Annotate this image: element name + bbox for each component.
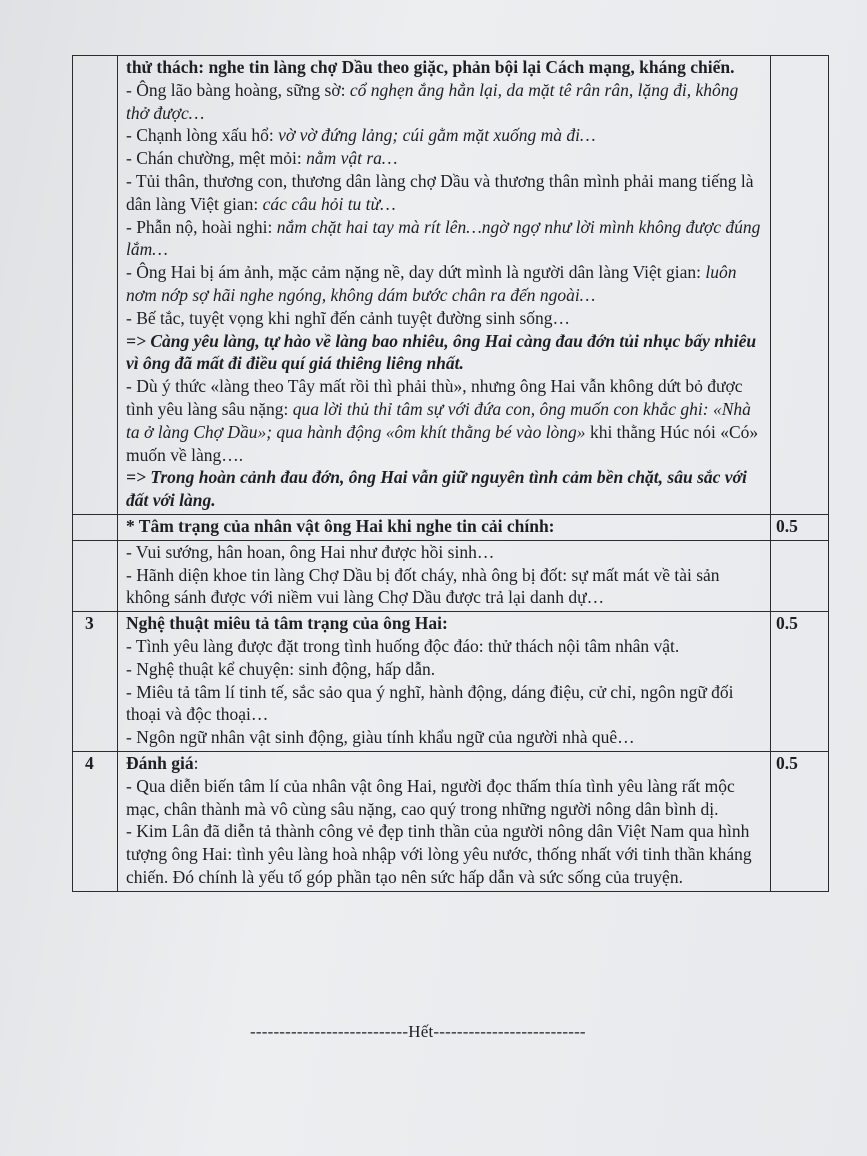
quote-text: vờ vờ đứng lảng; cúi gằm mặt xuống mà đi… — [278, 125, 596, 146]
quote-text: các câu hỏi tu từ… — [262, 193, 396, 214]
table-row — [73, 751, 829, 891]
score-value: 0.5 — [771, 751, 829, 891]
content-text: - Phẫn nộ, hoài nghi: — [126, 216, 277, 237]
heading-text: Đánh giá — [126, 752, 194, 773]
content-cell — [118, 612, 771, 752]
score-value: 0.5 — [771, 514, 829, 540]
table-row — [73, 514, 829, 540]
quote-text: qua lời thủ thỉ tâm sự với đứa con, ông muốn con khắc ghi: «Nhà ta ở làng Chợ Dầu»; qua hành động «ôm khít thằng bé vào lòng» — [126, 398, 751, 442]
quote-text: nắm chặt hai tay mà rít lên…ngờ ngợ như lời mình không được đúng lắm… — [126, 216, 761, 260]
conclusion-line: => Càng yêu làng, tự hào về làng bao nhiêu, ông Hai càng đau đớn tủi nhục bấy nhiêu vì ông đã mất đi điều quí giá thiêng liêng nhất. — [126, 330, 757, 374]
content-line — [126, 216, 764, 262]
content-line — [126, 170, 764, 216]
content-line — [126, 261, 764, 307]
content-line — [126, 147, 764, 170]
content-text: - Ông lão bàng hoàng, sững sờ: — [126, 79, 350, 100]
content-line: - Vui sướng, hân hoan, ông Hai như được hồi sinh… — [126, 541, 495, 562]
content-cell — [118, 540, 771, 611]
question-number: 4 — [73, 751, 118, 891]
content-cell — [118, 751, 771, 891]
number-cell — [73, 514, 118, 540]
section-heading: Nghệ thuật miêu tả tâm trạng của ông Hai: — [126, 613, 448, 634]
content-cell — [118, 56, 771, 515]
table-row — [73, 56, 829, 515]
content-text: - Chạnh lòng xấu hổ: — [126, 125, 279, 146]
content-line — [126, 124, 764, 147]
content-line: - Miêu tả tâm lí tinh tế, sắc sảo qua ý nghĩ, hành động, dáng điệu, cử chỉ, ngôn ngữ đối thoại và độc thoại… — [126, 681, 734, 725]
content-text: - Dù ý thức «làng theo Tây mất rồi thì phải thù», nhưng ông Hai vẫn không dứt bỏ được tình yêu làng sâu nặng: — [126, 376, 743, 419]
content-line — [126, 375, 764, 466]
table-row — [73, 540, 829, 611]
quote-text: luôn nơm nớp sợ hãi nghe ngóng, không dám bước chân ra đến ngoài… — [126, 262, 737, 305]
content-text: - Chán chường, mệt mỏi: — [126, 148, 307, 169]
content-line: - Tình yêu làng được đặt trong tình huống độc đáo: thử thách nội tâm nhân vật. — [126, 635, 680, 656]
quote-text: nằm vật ra… — [306, 148, 398, 169]
end-marker: ---------------------------Hết-------------------------- — [250, 1022, 586, 1041]
content-line: - Nghệ thuật kể chuyện: sinh động, hấp dẫn. — [126, 658, 436, 679]
score-value: 0.5 — [771, 612, 829, 752]
content-line: - Ngôn ngữ nhân vật sinh động, giàu tính khẩu ngữ của người nhà quê… — [126, 727, 635, 748]
content-text: khi thằng Húc nói «Có» muốn về làng…. — [126, 421, 759, 465]
content-line: thử thách: nghe tin làng chợ Dầu theo giặc, phản bội lại Cách mạng, kháng chiến. — [126, 57, 735, 77]
score-cell — [771, 56, 829, 515]
question-number: 3 — [73, 612, 118, 752]
content-line: - Hãnh diện khoe tin làng Chợ Dầu bị đốt cháy, nhà ông bị đốt: sự mất mát về tài sản không sánh được với niềm vui làng Chợ Dầu được trả lại danh dự… — [126, 564, 720, 608]
number-cell — [73, 56, 118, 515]
content-line: - Qua diễn biến tâm lí của nhân vật ông Hai, người đọc thấm thía tình yêu làng rất mộc mạc, chân thành mà vô cùng sâu nặng, cao quý trong những người nông dân bình dị. — [126, 775, 735, 819]
conclusion-line: => Trong hoàn cảnh đau đớn, ông Hai vẫn giữ nguyên tình cảm bền chặt, sâu sắc với đất với làng. — [126, 467, 747, 511]
heading-colon: : — [193, 752, 199, 773]
number-cell — [73, 540, 118, 611]
content-line — [126, 79, 764, 125]
content-line: - Bế tắc, tuyệt vọng khi nghĩ đến cảnh tuyệt đường sinh sống… — [126, 307, 571, 328]
content-text: - Ông Hai bị ám ảnh, mặc cảm nặng nề, day dứt mình là người dân làng Việt gian: — [126, 262, 706, 283]
section-heading — [126, 752, 764, 775]
answer-table — [72, 55, 829, 892]
content-text: - Tủi thân, thương con, thương dân làng chợ Dầu và thương thân mình phải mang tiếng là dân làng Việt gian: — [126, 170, 754, 214]
score-cell — [771, 540, 829, 611]
table-row — [73, 612, 829, 752]
section-heading: * Tâm trạng của nhân vật ông Hai khi nghe tin cải chính: — [118, 514, 771, 540]
content-line: - Kim Lân đã diễn tả thành công vẻ đẹp tinh thần của người nông dân Việt Nam qua hình tượng ông Hai: tình yêu làng hoà nhập với lòng yêu nước, thống nhất với tinh thần kháng chiến. Đó chính là yếu tố góp phần tạo nên sức hấp dẫn và sức sống của truyện. — [126, 821, 752, 887]
quote-text: cổ nghẹn ắng hẳn lại, da mặt tê rân rân, lặng đi, không thở được… — [126, 79, 739, 123]
